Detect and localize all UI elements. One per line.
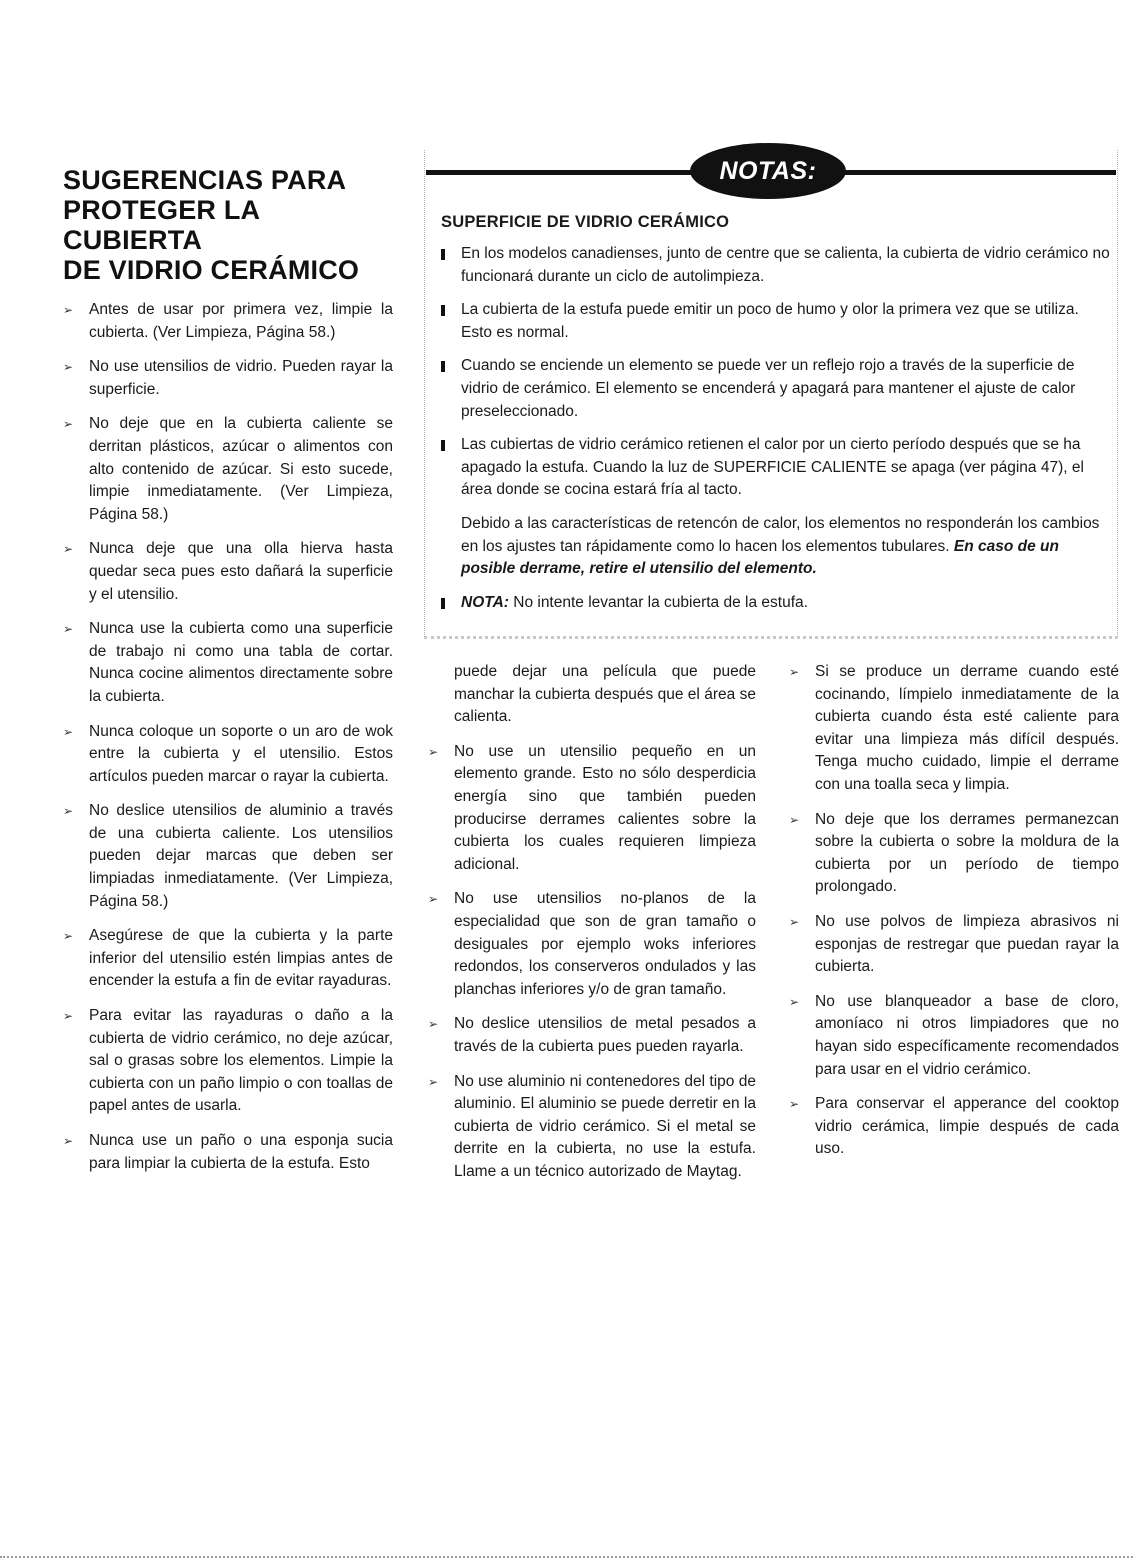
list-item: ➢ Nunca use la cubierta como una superficie de trabajo ni como una tabla de cortar. Nunca cocine alimentos directamente sobre la cubierta. xyxy=(63,620,393,705)
arrow-bullet-icon: ➢ xyxy=(63,724,74,739)
left-column xyxy=(63,165,393,1187)
arrow-bullet-icon: ➢ xyxy=(63,1134,74,1148)
list-item: La cubierta de la estufa puede emitir un poco de humo y olor la primera vez que se utiliza. Esto es normal. xyxy=(441,299,1113,344)
square-bullet-icon xyxy=(441,305,445,316)
list-item: ➢ Asegúrese de que la cubierta y la parte inferior del utensilio estén limpias antes de encender la estufa a fin de evitar rayaduras. xyxy=(63,927,393,990)
nota-label: NOTA: xyxy=(461,593,509,611)
list-item: ➢ Para evitar las rayaduras o daño a la cubierta de vidrio cerámico, no deje azúcar, sal o grasas sobre los elementos. Limpie la cubierta con un paño limpio o con toallas de papel antes de usarla. xyxy=(63,1007,393,1115)
arrow-bullet-icon: ➢ xyxy=(63,1009,74,1024)
list-item: ➢ Nunca use un paño o una esponja sucia para limpiar la cubierta de la estufa. Esto xyxy=(63,1132,393,1172)
notes-content xyxy=(441,213,1113,625)
list-item: ➢ No deslice utensilios de metal pesados a través de la cubierta pues pueden rayarla. xyxy=(428,1015,756,1055)
notes-badge: NOTAS: xyxy=(690,143,846,199)
arrow-bullet-icon: ➢ xyxy=(789,665,800,679)
square-bullet-icon xyxy=(441,249,445,260)
square-bullet-icon xyxy=(441,361,445,372)
list-item: ➢ Antes de usar por primera vez, limpie la cubierta. (Ver Limpieza, Página 58.) xyxy=(63,301,393,341)
arrow-bullet-icon: ➢ xyxy=(63,417,74,432)
notes-header-rule xyxy=(840,170,1116,175)
arrow-bullet-icon: ➢ xyxy=(63,542,74,557)
arrow-bullet-icon: ➢ xyxy=(63,929,74,944)
list-item: ➢ Si se produce un derrame cuando esté cocinando, límpielo inmediatamente de la cubierta cuando ésta esté caliente para evitar una limpieza más difícil después. Tenga mucho cuidado, limpie el derrame con una toalla seca y limpia. xyxy=(789,663,1119,793)
arrow-bullet-icon: ➢ xyxy=(789,994,800,1009)
notes-emphasis: En caso de un posible derrame, retire el utensilio del elemento. xyxy=(461,537,1059,578)
list-item: ➢ No deje que en la cubierta caliente se derritan plásticos, azúcar o alimentos con alto contenido de azúcar. Si esto sucede, limpie inmediatamente. (Ver Limpieza, Página 58.) xyxy=(63,415,393,523)
tips-list xyxy=(428,741,756,1184)
arrow-bullet-icon: ➢ xyxy=(428,892,439,907)
square-bullet-icon xyxy=(441,440,445,451)
middle-column xyxy=(428,661,756,1195)
tips-list xyxy=(789,661,1119,1161)
section-title: SUGERENCIAS PARA PROTEGER LA CUBIERTA DE VIDRIO CERÁMICO xyxy=(63,165,360,285)
arrow-bullet-icon: ➢ xyxy=(789,1097,800,1112)
right-column xyxy=(789,661,1119,1173)
square-bullet-icon xyxy=(441,598,445,609)
list-item: ➢ No use utensilios de vidrio. Pueden rayar la superficie. xyxy=(63,358,393,398)
continued-text: puede dejar una película que puede manchar la cubierta después que el área se calienta. xyxy=(454,663,756,726)
arrow-bullet-icon: ➢ xyxy=(789,812,800,827)
notes-list xyxy=(441,243,1113,614)
arrow-bullet-icon: ➢ xyxy=(63,804,74,819)
arrow-bullet-icon: ➢ xyxy=(63,303,74,317)
list-item: ➢ Nunca coloque un soporte o un aro de wok entre la cubierta y el utensilio. Estos artículos pueden marcar o rayar la cubierta. xyxy=(63,722,393,785)
notes-header-rule xyxy=(426,170,696,175)
list-item: ➢ Nunca deje que una olla hierva hasta quedar seca pues esto dañará la superficie y el utensilio. xyxy=(63,540,393,603)
list-item: ➢ No deje que los derrames permanezcan sobre la cubierta o sobre la moldura de la cubierta por un período de tiempo prolongado. xyxy=(789,810,1119,896)
list-item: ➢ No use blanqueador a base de cloro, amoníaco ni otros limpiadores que no hayan sido específicamente recomendados para usar en el vidrio cerámico. xyxy=(789,992,1119,1078)
list-item: En los modelos canadienses, junto de centre que se calienta, la cubierta de vidrio cerámico no funcionará durante un ciclo de autolimpieza. xyxy=(441,243,1113,288)
list-item: Cuando se enciende un elemento se puede ver un reflejo rojo a través de la superficie de vidrio de cerámico. El elemento se encenderá y apagará para mantener el ajuste de calor preseleccionado. xyxy=(441,355,1113,423)
list-item: ➢ No use polvos de limpieza abrasivos ni esponjas de restregar que puedan rayar la cubierta. xyxy=(789,912,1119,976)
list-item: ➢ Para conservar el apperance del cooktop vidrio cerámica, limpie después de cada uso. xyxy=(789,1095,1119,1158)
notes-paragraph: Debido a las características de retencón de calor, los elementos no responderán los cambios en los ajustes tan rápidamente como lo hacen los elementos tubulares. En caso de un posible derrame, retire el utensilio del elemento. xyxy=(461,514,1100,578)
page-bottom-rule xyxy=(0,1556,1133,1558)
list-item: Las cubiertas de vidrio cerámico retienen el calor por un cierto período después que se ha apagado la estufa. Cuando la luz de SUPERFICIE CALIENTE se apaga (ver página 47), el área donde se cocina estará fría al tacto. xyxy=(441,434,1113,502)
arrow-bullet-icon: ➢ xyxy=(428,1017,439,1032)
list-item: ➢ No deslice utensilios de aluminio a través de una cubierta caliente. Los utensilios pueden dejar marcas que deben ser limpiadas inmediatamente. (Ver Limpieza, Página 58.) xyxy=(63,802,393,910)
arrow-bullet-icon: ➢ xyxy=(428,1074,439,1089)
list-item: ➢ No use aluminio ni contenedores del tipo de aluminio. El aluminio se puede derretir en la cubierta de vidrio cerámico. Si el metal se derrite en la cubierta, no use la estufa. Llame a un técnico autorizado de Maytag. xyxy=(428,1072,756,1180)
arrow-bullet-icon: ➢ xyxy=(63,622,74,637)
tips-list xyxy=(63,299,393,1175)
list-item: NOTA: No intente levantar la cubierta de la estufa. xyxy=(441,592,1113,615)
list-item: ➢ No use un utensilio pequeño en un elemento grande. Esto no sólo desperdicia energía sino que también pueden producirse derrames calientes sobre la cubierta los cuales requieren limpieza adicional. xyxy=(428,742,756,873)
arrow-bullet-icon: ➢ xyxy=(63,360,74,375)
arrow-bullet-icon: ➢ xyxy=(428,744,439,759)
arrow-bullet-icon: ➢ xyxy=(789,914,800,929)
notes-heading: SUPERFICIE DE VIDRIO CERÁMICO xyxy=(441,213,730,231)
list-item: ➢ No use utensilios no-planos de la especialidad que son de gran tamaño o desiguales por ejemplo woks inferiores redondos, los conserveros ondulados y las planchas inferiores y/o de gran tamaño. xyxy=(428,890,756,998)
